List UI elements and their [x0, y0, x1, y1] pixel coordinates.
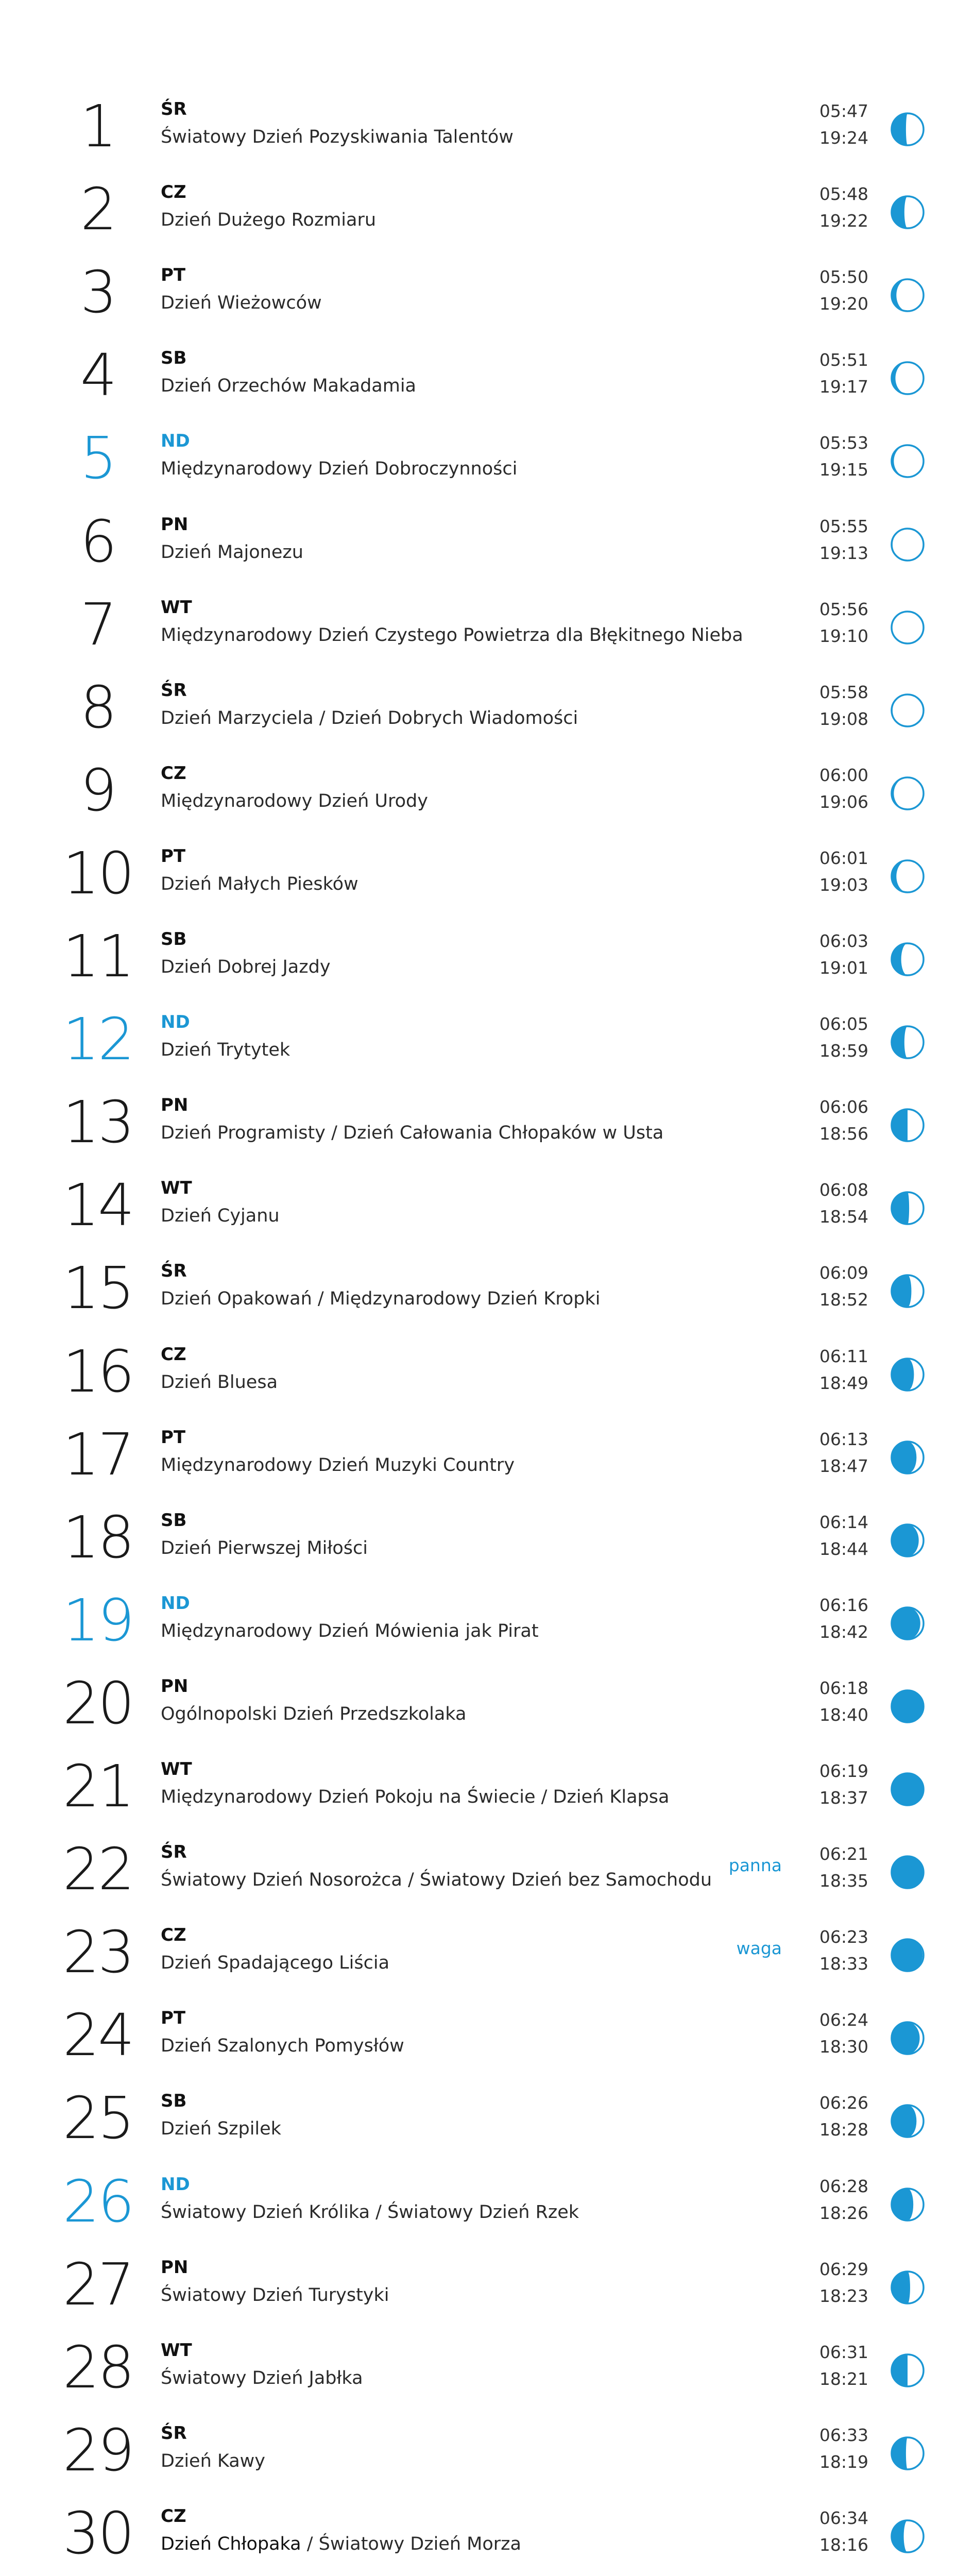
- moon-phase-icon: [890, 527, 926, 563]
- sunset-time: 18:40: [819, 1704, 868, 1725]
- day-number: 1: [80, 93, 116, 160]
- holiday-name: Światowy Dzień Nosorożca / Światowy Dzień bez Samochodu: [161, 1870, 712, 1891]
- sunset-time: 19:08: [819, 708, 868, 729]
- sunset-time: 18:26: [819, 2202, 868, 2223]
- moon-phase-icon: [890, 1605, 926, 1641]
- sun-times: [819, 1260, 868, 1313]
- moon-phase-icon: [890, 2352, 926, 2388]
- weekday-label: CZ: [161, 1925, 186, 1946]
- day-number: 24: [62, 2002, 133, 2070]
- day-number: 19: [62, 1587, 133, 1654]
- sunset-time: 19:01: [819, 958, 868, 978]
- sun-times: [819, 1011, 868, 1064]
- weekday-label: PT: [161, 1427, 186, 1448]
- weekday-label: PN: [161, 1675, 189, 1697]
- day-row: [0, 507, 974, 590]
- sunrise-time: 06:24: [819, 2010, 868, 2030]
- sun-times: [819, 2339, 868, 2393]
- day-row: [0, 92, 974, 175]
- day-row: [0, 175, 974, 258]
- sunrise-time: 05:48: [819, 184, 868, 205]
- moon-phase-icon: [890, 111, 926, 147]
- moon-phase-icon: [890, 1357, 926, 1393]
- day-row: [0, 1503, 974, 1586]
- moon-phase-icon: [890, 2020, 926, 2056]
- sunrise-time: 06:33: [819, 2425, 868, 2445]
- day-number: 18: [62, 1504, 133, 1571]
- day-row: [0, 1088, 974, 1171]
- weekday-label: SB: [161, 1510, 187, 1531]
- sunrise-time: 06:03: [819, 931, 868, 951]
- moon-phase-icon: [890, 775, 926, 811]
- day-number: 21: [62, 1753, 133, 1820]
- weekday-label: WT: [161, 597, 192, 618]
- holiday-name: Światowy Dzień Pozyskiwania Talentów: [161, 127, 514, 147]
- weekday-label: PT: [161, 265, 186, 286]
- sunset-time: 18:30: [819, 2037, 868, 2057]
- holiday-name: Dzień Szalonych Pomysłów: [161, 2036, 404, 2057]
- sunset-time: 18:16: [819, 2534, 868, 2555]
- sunset-time: 19:17: [819, 377, 868, 397]
- sunset-time: 18:42: [819, 1621, 868, 1642]
- day-row: [0, 423, 974, 506]
- sun-times: [819, 762, 868, 816]
- moon-phase-icon: [890, 692, 926, 728]
- holiday-name: Dzień Spadającego Liścia: [161, 1953, 390, 1974]
- sun-times: [819, 430, 868, 483]
- holiday-name: Dzień Kawy: [161, 2450, 266, 2471]
- sunrise-time: 06:16: [819, 1595, 868, 1615]
- moon-phase-icon: [890, 941, 926, 977]
- sun-times: [819, 1177, 868, 1230]
- day-number: 20: [62, 1670, 133, 1737]
- sun-times: [819, 1675, 868, 1728]
- day-number: 2: [80, 176, 116, 244]
- moon-phase-icon: [890, 1190, 926, 1226]
- zodiac-sign: waga: [736, 1938, 782, 1959]
- sunset-time: 19:20: [819, 294, 868, 314]
- sunset-time: 19:13: [819, 543, 868, 563]
- sunrise-time: 05:55: [819, 516, 868, 536]
- sunrise-time: 06:34: [819, 2507, 868, 2528]
- day-row: [0, 590, 974, 673]
- moon-phase-icon: [890, 360, 926, 396]
- sun-times: [819, 1094, 868, 1147]
- day-number: 5: [80, 425, 116, 493]
- sun-times: [819, 347, 868, 400]
- sunset-time: 19:10: [819, 625, 868, 646]
- sun-times: [819, 1592, 868, 1646]
- holiday-name: Dzień Szpilek: [161, 2119, 281, 2140]
- day-number: 17: [62, 1421, 133, 1488]
- weekday-label: PN: [161, 2257, 189, 2278]
- moon-phase-icon: [890, 2518, 926, 2554]
- sun-times: [819, 928, 868, 981]
- holiday-part: Dzień Chłopaka: [161, 2533, 301, 2554]
- sun-times: [819, 1841, 868, 1894]
- holiday-name: Dzień Majonezu: [161, 541, 303, 563]
- sunrise-time: 06:23: [819, 1927, 868, 1947]
- sunrise-time: 05:50: [819, 267, 868, 287]
- day-number: 6: [80, 508, 116, 575]
- sunset-time: 18:56: [819, 1124, 868, 1144]
- day-row: [0, 1752, 974, 1835]
- moon-phase-icon: [890, 194, 926, 230]
- sunset-time: 18:28: [819, 2120, 868, 2140]
- sunrise-time: 06:14: [819, 1512, 868, 1532]
- sunset-time: 18:37: [819, 1788, 868, 1808]
- sunrise-time: 05:53: [819, 433, 868, 453]
- sunrise-time: 05:51: [819, 350, 868, 370]
- weekday-label: ND: [161, 431, 190, 452]
- moon-phase-icon: [890, 1688, 926, 1724]
- sun-times: [819, 1924, 868, 1977]
- weekday-label: ŚR: [161, 1842, 187, 1863]
- sunrise-time: 06:09: [819, 1263, 868, 1283]
- weekday-label: PT: [161, 2008, 186, 2029]
- sunrise-time: 06:31: [819, 2342, 868, 2362]
- sunset-time: 18:21: [819, 2368, 868, 2389]
- sunrise-time: 05:56: [819, 599, 868, 619]
- day-number: 11: [62, 923, 133, 990]
- day-number: 8: [80, 674, 116, 741]
- sunrise-time: 06:13: [819, 1429, 868, 1449]
- day-row: [0, 341, 974, 423]
- sunrise-time: 06:06: [819, 1097, 868, 1117]
- day-row: [0, 1835, 974, 1918]
- weekday-label: ŚR: [161, 2422, 187, 2444]
- sunset-time: 19:24: [819, 128, 868, 148]
- sunrise-time: 05:47: [819, 101, 868, 121]
- weekday-label: PT: [161, 845, 186, 867]
- moon-phase-icon: [890, 1522, 926, 1558]
- weekday-label: ŚR: [161, 99, 187, 120]
- weekday-label: WT: [161, 1178, 192, 1199]
- weekday-label: CZ: [161, 1344, 186, 1365]
- holiday-name: Światowy Dzień Turystyki: [161, 2284, 389, 2306]
- holiday-name: Dzień Trytytek: [161, 1040, 291, 1061]
- holiday-name: Dzień Dobrej Jazdy: [161, 957, 331, 977]
- holiday-name: Dzień Pierwszej Miłości: [161, 1537, 368, 1558]
- day-row: [0, 2001, 974, 2083]
- sunset-time: 19:03: [819, 874, 868, 895]
- day-row: [0, 1005, 974, 1088]
- weekday-label: ND: [161, 2174, 190, 2195]
- moon-phase-icon: [890, 1107, 926, 1143]
- sun-times: [819, 1343, 868, 1397]
- sunrise-time: 06:08: [819, 1180, 868, 1200]
- day-row: [0, 839, 974, 922]
- day-number: 23: [62, 1919, 133, 1987]
- day-number: 16: [62, 1338, 133, 1405]
- sun-times: [819, 1509, 868, 1563]
- moon-phase-icon: [890, 1937, 926, 1973]
- day-number: 22: [62, 1836, 133, 1904]
- day-row: [0, 1337, 974, 1420]
- holiday-name: Międzynarodowy Dzień Mówienia jak Pirat: [161, 1620, 539, 1641]
- day-row: [0, 1669, 974, 1752]
- holiday-name: Dzień Wieżowców: [161, 293, 322, 314]
- sunset-time: 18:33: [819, 1954, 868, 1974]
- day-row: [0, 1253, 974, 1336]
- day-number: 9: [80, 757, 116, 824]
- sunset-time: 18:59: [819, 1041, 868, 1061]
- day-number: 30: [62, 2500, 133, 2567]
- holiday-name: Dzień Orzechów Makadamia: [161, 376, 416, 397]
- sun-times: [819, 181, 868, 234]
- moon-phase-icon: [890, 1273, 926, 1309]
- sun-times: [819, 2007, 868, 2060]
- weekday-label: CZ: [161, 762, 186, 784]
- weekday-label: SB: [161, 929, 187, 950]
- moon-phase-icon: [890, 2187, 926, 2223]
- weekday-label: ŚR: [161, 1261, 187, 1282]
- holiday-name: [161, 2533, 521, 2555]
- moon-phase-icon: [890, 443, 926, 479]
- day-row: [0, 1918, 974, 2001]
- weekday-label: CZ: [161, 2505, 186, 2527]
- holiday-name: Dzień Opakowań / Międzynarodowy Dzień Kropki: [161, 1289, 601, 1310]
- weekday-label: ND: [161, 1592, 190, 1614]
- sunrise-time: 06:26: [819, 2093, 868, 2113]
- sun-times: [819, 513, 868, 567]
- day-row: [0, 922, 974, 1005]
- weekday-label: ND: [161, 1012, 190, 1033]
- holiday-name: Międzynarodowy Dzień Czystego Powietrza dla Błękitnego Nieba: [161, 624, 743, 646]
- day-row: [0, 756, 974, 839]
- holiday-name: Międzynarodowy Dzień Muzyki Country: [161, 1454, 515, 1476]
- weekday-label: WT: [161, 1759, 192, 1780]
- moon-phase-icon: [890, 1771, 926, 1807]
- holiday-part: / Światowy Dzień Morza: [301, 2533, 522, 2554]
- holiday-name: Światowy Dzień Królika / Światowy Dzień Rzek: [161, 2201, 579, 2223]
- moon-phase-icon: [890, 858, 926, 894]
- sun-times: [819, 845, 868, 899]
- sunset-time: 19:15: [819, 460, 868, 480]
- day-number: 13: [62, 1089, 133, 1157]
- sunset-time: 18:23: [819, 2285, 868, 2306]
- day-number: 12: [62, 1006, 133, 1074]
- holiday-name: Dzień Bluesa: [161, 1371, 278, 1393]
- day-row: [0, 2250, 974, 2333]
- moon-phase-icon: [890, 2103, 926, 2139]
- sunset-time: 18:54: [819, 1207, 868, 1227]
- weekday-label: WT: [161, 2340, 192, 2361]
- sunset-time: 19:22: [819, 211, 868, 231]
- holiday-name: Ogólnopolski Dzień Przedszkolaka: [161, 1703, 467, 1724]
- sunrise-time: 06:21: [819, 1844, 868, 1865]
- sun-times: [819, 679, 868, 733]
- weekday-label: PN: [161, 1095, 189, 1116]
- zodiac-sign: panna: [728, 1855, 782, 1876]
- sunrise-time: 06:00: [819, 765, 868, 785]
- sunrise-time: 06:18: [819, 1677, 868, 1698]
- moon-phase-icon: [890, 609, 926, 646]
- moon-phase-icon: [890, 2269, 926, 2306]
- moon-phase-icon: [890, 1854, 926, 1890]
- day-number: 15: [62, 1255, 133, 1323]
- day-row: [0, 258, 974, 341]
- sunrise-time: 06:29: [819, 2259, 868, 2279]
- sunset-time: 18:19: [819, 2451, 868, 2472]
- sun-times: [819, 596, 868, 650]
- holiday-name: Międzynarodowy Dzień Urody: [161, 790, 428, 811]
- sun-times: [819, 2256, 868, 2310]
- day-number: 14: [62, 1172, 133, 1240]
- sunrise-time: 06:01: [819, 848, 868, 868]
- holiday-name: Dzień Marzyciela / Dzień Dobrych Wiadomości: [161, 707, 578, 728]
- sun-times: [819, 2173, 868, 2227]
- sun-times: [819, 98, 868, 151]
- day-number: 10: [62, 840, 133, 907]
- sun-times: [819, 2090, 868, 2143]
- sunrise-time: 06:11: [819, 1346, 868, 1366]
- sun-times: [819, 264, 868, 317]
- day-row: [0, 1171, 974, 1253]
- sun-times: [819, 2422, 868, 2476]
- day-row: [0, 673, 974, 756]
- day-number: 25: [62, 2085, 133, 2153]
- day-number: 27: [62, 2251, 133, 2318]
- weekday-label: ŚR: [161, 680, 187, 701]
- sun-times: [819, 1426, 868, 1480]
- day-row: [0, 2167, 974, 2250]
- sun-times: [819, 2505, 868, 2558]
- sunset-time: 18:52: [819, 1290, 868, 1310]
- weekday-label: CZ: [161, 182, 186, 203]
- day-number: 26: [62, 2168, 133, 2235]
- weekday-label: SB: [161, 2091, 187, 2112]
- holiday-name: Dzień Programisty / Dzień Całowania Chłopaków w Usta: [161, 1123, 664, 1144]
- sunset-time: 18:49: [819, 1372, 868, 1393]
- sunrise-time: 06:05: [819, 1014, 868, 1035]
- day-number: 7: [80, 591, 116, 658]
- moon-phase-icon: [890, 1024, 926, 1060]
- sunrise-time: 05:58: [819, 682, 868, 702]
- weekday-label: PN: [161, 514, 189, 535]
- holiday-name: Międzynarodowy Dzień Dobroczynności: [161, 459, 518, 480]
- moon-phase-icon: [890, 1439, 926, 1476]
- day-number: 3: [80, 259, 116, 327]
- day-number: 29: [62, 2417, 133, 2484]
- holiday-name: Dzień Cyjanu: [161, 1206, 280, 1227]
- sunrise-time: 06:28: [819, 2176, 868, 2196]
- holiday-name: Dzień Małych Piesków: [161, 873, 358, 894]
- day-row: [0, 2416, 974, 2499]
- weekday-label: SB: [161, 348, 187, 369]
- sunset-time: 18:47: [819, 1455, 868, 1476]
- day-row: [0, 1586, 974, 1669]
- day-row: [0, 2499, 974, 2576]
- holiday-name: Dzień Dużego Rozmiaru: [161, 210, 377, 231]
- holiday-name: Światowy Dzień Jabłka: [161, 2367, 363, 2388]
- moon-phase-icon: [890, 277, 926, 313]
- day-number: 28: [62, 2334, 133, 2401]
- sunrise-time: 06:19: [819, 1761, 868, 1781]
- day-row: [0, 2333, 974, 2416]
- day-number: 4: [80, 342, 116, 410]
- sunset-time: 18:35: [819, 1871, 868, 1891]
- day-row: [0, 1420, 974, 1503]
- sunset-time: 19:06: [819, 791, 868, 812]
- day-row: [0, 2083, 974, 2166]
- moon-phase-icon: [890, 2435, 926, 2471]
- sunset-time: 18:44: [819, 1538, 868, 1559]
- holiday-name: Międzynarodowy Dzień Pokoju na Świecie / Dzień Klapsa: [161, 1787, 670, 1807]
- sun-times: [819, 1758, 868, 1811]
